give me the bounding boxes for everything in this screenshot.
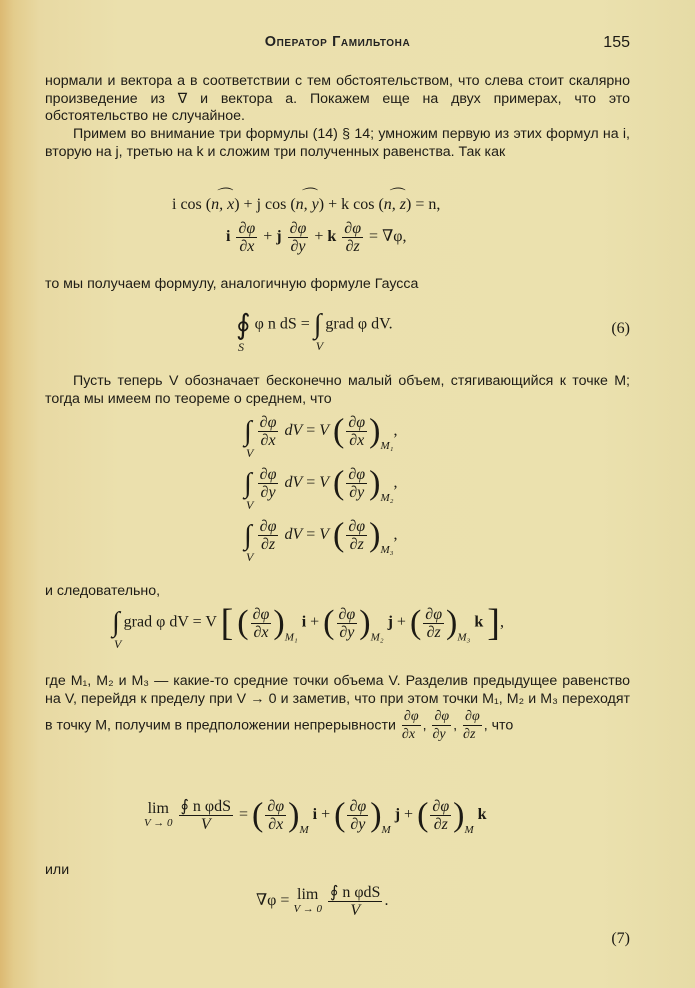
paren: (	[409, 604, 422, 641]
integral-lower-limit: V	[315, 339, 324, 353]
numerator: ∮ n φdS	[180, 798, 232, 815]
limit	[293, 885, 322, 916]
paragraph-4: Пусть теперь V обозначает бесконечно малый объем, стягивающийся к точке M; тогда мы имеем по теореме о среднем, что	[45, 373, 630, 407]
eq-lhs: φ n dS =	[254, 315, 310, 333]
paren: (	[323, 604, 335, 641]
equation-6	[236, 308, 393, 354]
numerator: ∂φ	[238, 220, 256, 237]
running-title: Оператор Гамильтона	[264, 34, 411, 50]
unit-j: j	[394, 806, 401, 824]
denominator: V	[200, 816, 211, 833]
bracket: [	[220, 602, 234, 644]
denominator: ∂z	[463, 727, 476, 742]
paren: (	[333, 464, 345, 502]
unit-k: k	[474, 613, 484, 631]
paragraph-3: то мы получаем формулу, аналогичную формуле Гаусса	[45, 276, 419, 292]
subscript: M₁	[380, 440, 394, 453]
equation-cos-sum	[172, 196, 440, 214]
paren: (	[417, 796, 429, 834]
denominator: ∂x	[401, 727, 416, 742]
denominator: ∂x	[253, 623, 269, 641]
denominator: ∂z	[349, 536, 364, 553]
denominator: ∂z	[426, 623, 441, 641]
denominator: ∂x	[239, 238, 255, 255]
mean-value-eq-x: ∫ V $\frac{\partial\varphi}{\partial x}$ dV = V ( $\frac{\partial\varphi}{\partial x}$ )$_{M_1}$,	[244, 412, 398, 460]
subscript: M	[464, 824, 474, 837]
paren: )	[453, 796, 465, 834]
eq-term: ) = n,	[406, 196, 441, 213]
equation-number-7: (7)	[611, 930, 630, 947]
numerator: ∂φ	[349, 798, 367, 815]
denominator: ∂z	[260, 536, 276, 553]
paragraph-6-text: где M₁, M₂ и M₃ — какие-то средние точки объема V. Разделив предыдущее равенство на V, перейдя к пределу при V → 0 и заметив, что при этом точки M₁, M₂ и M₃ переходят в точку M, получим в предположении непрерывности	[45, 673, 630, 734]
numerator: ∂φ	[252, 605, 270, 623]
numerator: ∂φ	[344, 220, 362, 237]
denominator: ∂y	[339, 623, 355, 641]
numerator-text: n φdS	[192, 798, 232, 815]
numerator: ∂φ	[259, 518, 277, 535]
paren: (	[237, 604, 249, 641]
subscript: M₃	[380, 544, 394, 557]
paragraph-7: или	[45, 862, 70, 878]
paragraph-5: и следовательно,	[45, 583, 161, 599]
fraction	[258, 518, 279, 553]
numerator: ∂φ	[403, 709, 419, 724]
subscript: M₁	[284, 631, 298, 644]
integral-icon: ∫ V	[112, 607, 122, 651]
subscript: M	[381, 824, 391, 837]
fraction	[423, 606, 444, 641]
equation-number-6: (6)	[611, 320, 630, 337]
bracket: ]	[487, 602, 500, 644]
fraction	[402, 708, 421, 743]
mean-value-eq-y: ∫ V $\frac{\partial\varphi}{\partial y}$ dV = V ( $\frac{\partial\varphi}{\partial y}$ )$_{M_2}$,	[244, 464, 398, 512]
subscript: M₃	[457, 631, 471, 644]
fraction	[432, 708, 451, 743]
paren: (	[333, 516, 345, 554]
paren: (	[334, 796, 346, 834]
integral-icon: ∫ V	[244, 519, 254, 564]
unit-i: i	[226, 228, 231, 246]
denominator: ∂y	[432, 727, 446, 742]
denominator: ∂y	[349, 484, 365, 501]
eq-term: ) + k cos (	[318, 196, 384, 213]
fraction	[347, 798, 368, 833]
paren: )	[359, 604, 371, 641]
fraction	[236, 220, 257, 255]
subscript: M	[299, 824, 309, 837]
equation-grad-sum: ∫ V grad φ dV = V [ ( $\frac{\partial\varphi}{\partial x}$ )$_{M_1}$ i + ( $\frac{\partial\varphi}{\partial y}$ )$_{M_2}$ j + ( $\frac{\partial\varphi}{\partial z}$ )$_{M_3}$ k ],	[112, 602, 504, 651]
lim-label: lim	[147, 799, 169, 817]
eq-angle-ny: ⌒ n, y	[296, 196, 319, 213]
fraction	[288, 220, 309, 255]
lim-subscript: V → 0	[144, 816, 173, 829]
fraction	[258, 466, 279, 501]
numerator: ∂φ	[348, 518, 366, 535]
denominator: ∂z	[345, 238, 360, 255]
fraction	[179, 798, 233, 833]
eq-rhs: = ∇φ,	[369, 228, 407, 246]
unit-i: i	[301, 613, 307, 631]
denominator: ∂z	[433, 816, 448, 833]
paragraph-6-tail: что	[491, 717, 514, 734]
denominator: V	[350, 902, 361, 919]
eq-lhs: ∇φ =	[256, 892, 290, 910]
mean-value-eq-z: ∫ V $\frac{\partial\varphi}{\partial z}$ dV = V ( $\frac{\partial\varphi}{\partial z}$ )$_{M_3}$,	[244, 516, 398, 564]
eq-lhs: grad φ dV = V	[123, 613, 217, 631]
paren: )	[369, 516, 381, 554]
denominator: ∂y	[260, 484, 276, 501]
eq-angle-nx: ⌒ n, x	[211, 196, 234, 213]
eq-rhs: grad φ dV.	[325, 315, 393, 333]
integral-lower-limit: V	[114, 637, 122, 651]
denominator: ∂y	[290, 238, 306, 255]
numerator: ∂φ	[267, 798, 285, 815]
fraction	[346, 414, 367, 449]
paren: )	[369, 464, 381, 502]
integral-lower-limit: V	[246, 549, 254, 564]
integral-icon: ∫ V	[244, 467, 254, 512]
paragraph-2: Примем во внимание три формулы (14) § 14; умножим первую из этих формул на i, вторую на j, третью на k и сложим три полученных равенства. Так как	[45, 126, 630, 160]
fraction	[346, 518, 367, 553]
numerator-text: n φdS	[342, 884, 381, 901]
numerator: ∂φ	[259, 414, 277, 431]
paren: )	[370, 796, 382, 834]
lim-label: lim	[297, 885, 319, 903]
paren: )	[288, 796, 300, 834]
unit-j: j	[387, 613, 393, 631]
eq-term: i cos (	[172, 196, 212, 213]
integral-lower-limit: V	[246, 497, 254, 512]
subscript: M₂	[370, 631, 384, 644]
contour-integral-icon: ∮ S	[236, 310, 251, 354]
eq-angle-nz: ⌒ n, z	[384, 196, 406, 213]
equation-7: ∇φ = lim V → 0 $\frac{\text{∮ n φdS}}{V}$ .	[256, 884, 389, 919]
integral-icon: ∫ V	[244, 415, 254, 460]
numerator: ∂φ	[432, 798, 450, 815]
integral-lower-limit: V	[246, 445, 254, 460]
integral-lower-limit: S	[238, 340, 244, 354]
numerator: ∂φ	[425, 605, 443, 623]
fraction	[342, 220, 363, 255]
subscript: M₂	[380, 492, 394, 505]
fraction	[258, 414, 279, 449]
numerator: ∂φ	[348, 466, 366, 483]
numerator: ∂φ	[348, 414, 366, 431]
paren: )	[446, 604, 458, 641]
page-number: 155	[603, 34, 630, 51]
denominator: ∂x	[349, 432, 365, 449]
denominator: ∂y	[350, 816, 366, 833]
limit	[144, 799, 173, 830]
fraction	[251, 606, 272, 641]
paren: )	[273, 604, 285, 641]
fraction	[346, 466, 367, 501]
unit-k: k	[477, 806, 487, 824]
fraction	[463, 708, 482, 743]
denominator: ∂x	[260, 432, 276, 449]
numerator: ∂φ	[259, 466, 277, 483]
denominator: ∂x	[268, 816, 284, 833]
unit-j: j	[276, 228, 282, 246]
paragraph-1: нормали и вектора a в соответствии с тем обстоятельством, что слева стоит скалярно произведение из ∇ и вектора a. Покажем еще на двух примерах, что это обстоятельство не случайное.	[45, 73, 630, 124]
eq-term: ) + j cos (	[234, 196, 296, 213]
equation-nabla-phi: i $\frac{\partial\varphi}{\partial x}$ + j $\frac{\partial\varphi}{\partial y}$ + k $\frac{\partial\varphi}{\partial z}$ = ∇φ,	[226, 220, 407, 255]
paren: )	[369, 412, 381, 450]
unit-k: k	[327, 228, 337, 246]
fraction	[328, 884, 382, 919]
numerator: ∂φ	[434, 709, 450, 724]
paragraph-6: где M₁, M₂ и M₃ — какие-то средние точки объема V. Разделив предыдущее равенство на V, перейдя к пределу при V → 0 и заметив, что при этом точки M₁, M₂ и M₃ переходят в точку M, получим в предположении непрерывности $\frac{\partial\varphi}{\partial x}$ , $\frac{\partial\varphi}{\partial y}$ , $\frac{\partial\varphi}{\partial z}$ , что	[45, 673, 630, 742]
fraction	[337, 606, 358, 641]
page-header	[45, 34, 630, 56]
unit-i: i	[312, 806, 318, 824]
fraction	[265, 798, 286, 833]
equation-limit: lim V → 0 $\frac{\text{∮ n φdS}}{V}$ = ( $\frac{\partial\varphi}{\partial x}$ )$_M$ i + ( $\frac{\partial\varphi}{\partial y}$ )$_M$ j + ( $\frac{\partial\varphi}{\partial z}$ )$_M$ k	[144, 796, 487, 837]
integral-icon: ∫ V	[313, 309, 324, 353]
numerator: ∮ n φdS	[329, 884, 381, 901]
numerator: ∂φ	[338, 605, 356, 623]
lim-subscript: V → 0	[293, 902, 322, 915]
paren: (	[252, 796, 264, 834]
numerator: ∂φ	[465, 709, 480, 724]
fraction	[430, 798, 451, 833]
numerator: ∂φ	[289, 220, 307, 237]
paren: (	[333, 412, 345, 450]
